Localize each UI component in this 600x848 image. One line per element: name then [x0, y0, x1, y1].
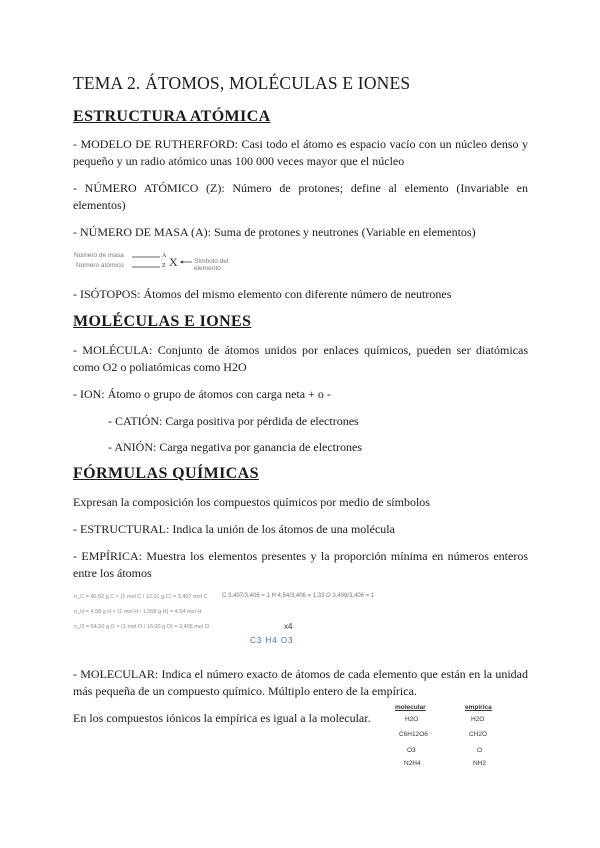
- paragraph-empirica: - EMPÍRICA: Muestra los elementos presentes y la proporción mínima en números enteros entre los átomos: [73, 549, 528, 580]
- mass-number-label: Número de masa: [74, 252, 124, 259]
- paragraph-ionicos: En los compuestos iónicos la empírica es igual a la molecular.: [73, 711, 371, 725]
- table-cell: NH2: [473, 760, 487, 767]
- calc-line-oxygen: n_O = 54,50 g O × (1 mol O / 16,00 g O) = 3,406 mol O: [74, 624, 209, 630]
- table-cell: C6H12O6: [399, 731, 428, 738]
- paragraph-molecular: - MOLECULAR: Indica el número exacto de átomos de cada elemento que están en la unidad más pequeña de un compuesto químico. Múltiplo entero de la empírica.: [73, 667, 528, 698]
- table-cell: N2H4: [404, 760, 421, 767]
- atomic-notation-figure: [74, 252, 254, 274]
- paragraph-estructural: - ESTRUCTURAL: Indica la unión de los átomos de una molécula: [73, 522, 395, 536]
- paragraph-isotopos: - ISÓTOPOS: Átomos del mismo elemento con diferente número de neutrones: [73, 287, 452, 301]
- mass-number-superscript: A: [162, 253, 167, 259]
- atomic-number-label: Número atómico: [76, 262, 124, 269]
- paragraph-formulas-intro: Expresan la composición los compuestos químicos por medio de símbolos: [73, 495, 430, 509]
- heading-moleculas-iones: MOLÉCULAS E IONES: [73, 313, 252, 330]
- table-cell: H2O: [405, 716, 419, 723]
- table-cell: H2O: [471, 716, 485, 723]
- multiplier: x4: [284, 622, 293, 631]
- table-header-empirica: empírica: [465, 704, 492, 711]
- table-cell: CH2O: [469, 731, 488, 738]
- paragraph-ion: - ION: Átomo o grupo de átomos con carga neta + o -: [73, 387, 331, 401]
- paragraph-rutherford: - MODELO DE RUTHERFORD: Casi todo el átomo es espacio vacío con un núcleo denso y pequeño y un radio atómico unas 100 000 veces mayor que el núcleo: [73, 137, 528, 168]
- table-cell: O: [477, 747, 483, 754]
- paragraph-cation: - CATIÓN: Carga positiva por pérdida de electrones: [108, 414, 359, 428]
- heading-estructura-atomica: ESTRUCTURA ATÓMICA: [73, 108, 271, 125]
- paragraph-molecula: - MOLÉCULA: Conjunto de átomos unidos por enlaces químicos, pueden ser diatómicas como O2 o poliatómicas como H2O: [73, 343, 528, 374]
- page-title: TEMA 2. ÁTOMOS, MOLÉCULAS E IONES: [73, 73, 411, 93]
- mole-ratio: C 3,407/3,406 = 1 H 4,54/3,406 = 1,33 O 3,406/3,406 = 1: [222, 593, 375, 599]
- paragraph-numero-atomico: - NÚMERO ATÓMICO (Z): Número de protones; define al elemento (Invariable en elementos): [73, 181, 528, 212]
- heading-formulas-quimicas: FÓRMULAS QUÍMICAS: [73, 465, 259, 482]
- table-header-molecular: molecular: [395, 704, 426, 711]
- paragraph-anion: - ANIÓN: Carga negativa por ganancia de electrones: [108, 440, 363, 454]
- empirical-calculation: [74, 590, 209, 635]
- calc-line-hydrogen: n_H = 4,58 g H × (1 mol H / 1,008 g H) = 4,54 mol H: [74, 609, 202, 615]
- calc-line-carbon: n_C = 40,92 g C × (1 mol C / 12,01 g C) = 3,407 mol C: [74, 594, 208, 600]
- paragraph-numero-masa: - NÚMERO DE MASA (A): Suma de protones y neutrones (Variable en elementos): [73, 225, 476, 239]
- element-symbol: X: [169, 255, 178, 269]
- empirical-formula-result: C3 H4 O3: [250, 636, 294, 645]
- element-symbol-label: Símbolo del elemento: [194, 258, 229, 272]
- atomic-number-subscript: Z: [162, 263, 166, 269]
- table-cell: O3: [407, 747, 416, 754]
